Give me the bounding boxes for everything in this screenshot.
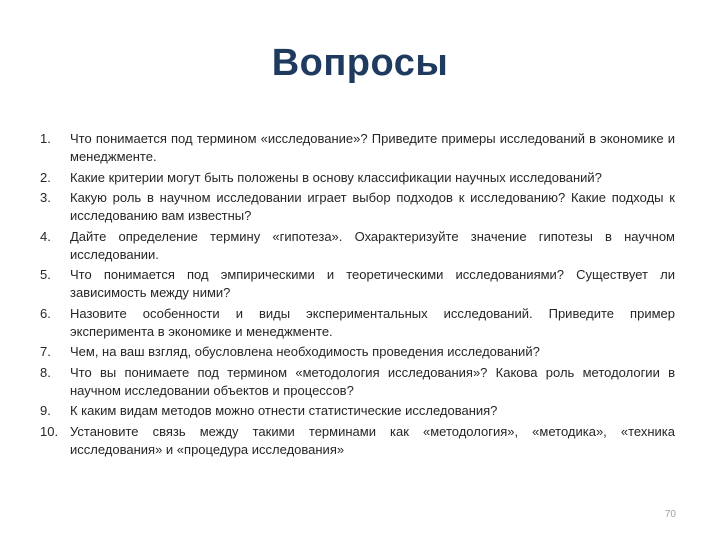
question-text: Какую роль в научном исследовании играет выбор подходов к исследованию? Какие подходы к исследованию вам известны? [70,190,675,223]
slide-title: Вопросы [271,42,449,84]
question-number: 5. [40,267,51,282]
question-text: Что понимается под эмпирическими и теоретическими исследованиями? Существует ли зависимость между ними? [70,267,675,300]
question-item [40,266,680,302]
question-number: 1. [40,131,51,146]
question-item [40,130,680,166]
question-number: 2. [40,169,51,185]
question-number: 9. [40,403,51,418]
question-number: 6. [40,305,51,321]
question-number: 7. [40,344,51,359]
question-item [40,364,680,400]
question-text: К каким видам методов можно отнести статистические исследования? [70,403,498,418]
question-item [40,228,680,264]
question-number: 4. [40,228,51,244]
question-text: Назовите особенности и виды экспериментальных исследований. Приведите пример эксперимента в экономике и менеджменте. [70,305,675,339]
page-number: 70 [664,509,676,520]
question-text: Что вы понимаете под термином «методология исследования»? Какова роль методологии в научном исследовании объектов и процессов? [70,364,675,398]
question-item [40,343,680,361]
question-text: Установите связь между такими терминами как «методология», «методика», «техника исследования» и «процедура исследования» [70,423,675,457]
question-item [40,189,680,225]
question-text: Какие критерии могут быть положены в основу классификации научных исследований? [70,169,602,185]
question-text: Дайте определение термину «гипотеза». Охарактеризуйте значение гипотезы в научном исследовании. [70,228,675,262]
question-item [40,402,680,420]
question-item [40,305,680,341]
question-text: Чем, на ваш взгляд, обусловлена необходимость проведения исследований? [70,344,540,359]
question-item [40,423,680,459]
question-text: Что понимается под термином «исследование»? Приведите примеры исследований в экономике и менеджменте. [70,131,675,164]
question-item [40,169,680,187]
question-number: 3. [40,190,51,205]
question-number: 10. [40,423,59,439]
question-list [40,130,680,461]
question-number: 8. [40,364,51,380]
